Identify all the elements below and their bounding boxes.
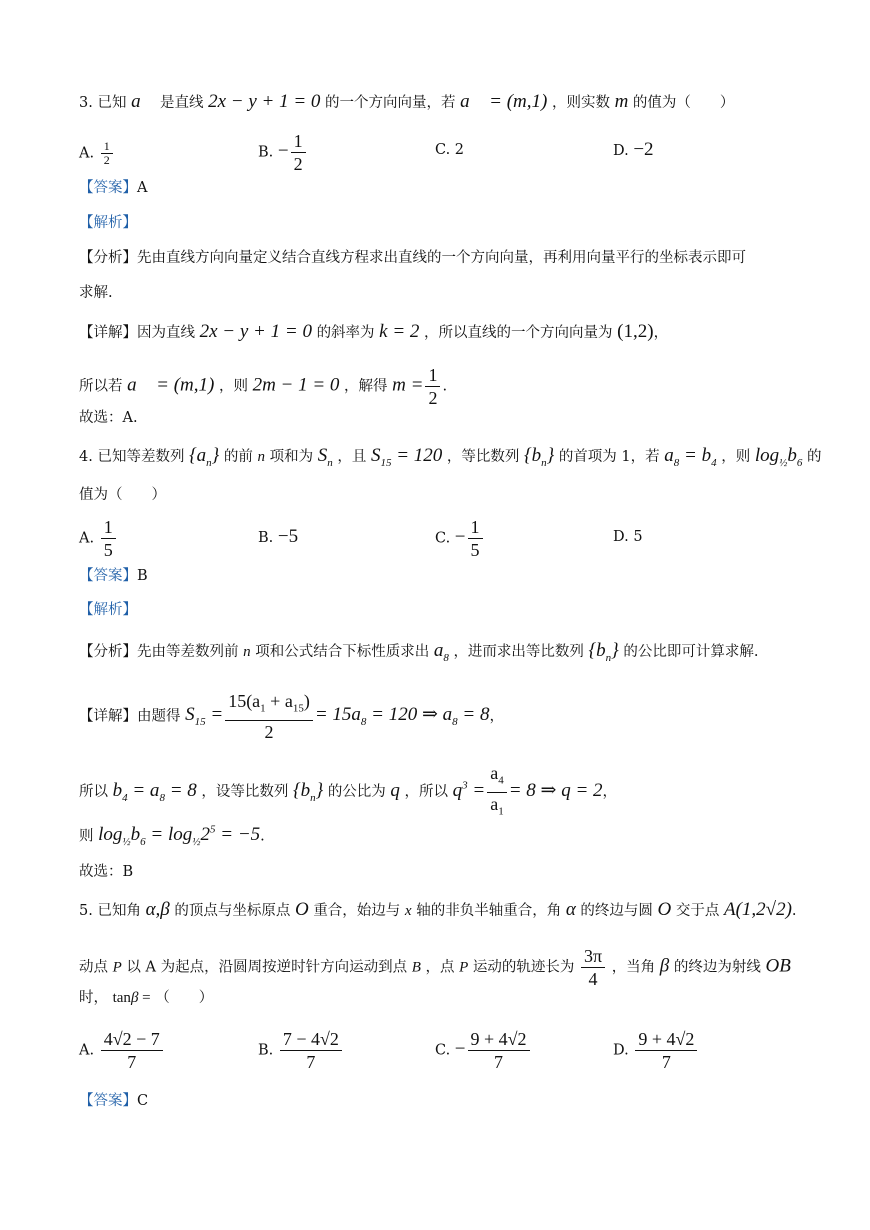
q4-option-d[interactable]: D. 5: [613, 529, 643, 545]
q4-answer: 【答案】B: [79, 568, 148, 584]
q3-stem: 3. 已知 a⃗ 是直线 2x − y + 1 = 0 的一个方向向量，若 a⃗ = (m,1) ，则实数 m 的值为（ ）: [79, 91, 735, 112]
q3-choose: 故选：A.: [79, 410, 138, 426]
q3-option-c[interactable]: C. 2: [435, 142, 465, 158]
q5-stem: 5. 已知角 α,β 的顶点与坐标原点 O 重合，始边与 x 轴的非负半轴重合，角 α 的终边与圆 O 交于点 A(1,2√2).: [79, 899, 797, 920]
q3-fenxi: 【分析】先由直线方向向量定义结合直线方程求出直线的一个方向向量，再利用向量平行的坐标表示即可: [79, 250, 746, 266]
q4-option-a[interactable]: A. $\frac{1}{5}$: [79, 516, 118, 561]
q4-xiangjie-1: 【详解】由题得 $S_{15}$ = $\frac{15(a_1 + a_{15})}{2}$ = $15a_8 = 120$ ⇒ $a_8 = 8$，: [79, 691, 504, 742]
vector-a: a⃗: [131, 91, 156, 112]
q3-option-a[interactable]: A. $\frac{1}{2}$: [79, 140, 115, 167]
q3-answer: 【答案】A: [79, 180, 148, 196]
q3-xiangjie-2: 所以若 a⃗ = (m,1) ，则 2m − 1 = 0 ，解得 m = $\frac{1}{2}$ .: [79, 365, 448, 408]
q5-option-b[interactable]: B. $\frac{7 - 4√2}{7}$: [258, 1028, 344, 1073]
q5-stem-line2: 动点 P 以 A 为起点，沿圆周按逆时针方向运动到点 B ，点 P 运动的轨迹长为 $\frac{3\pi}{4}$ ，当角 β 的终边为射线 OB: [79, 946, 791, 989]
q5-option-d[interactable]: D. $\frac{9 + 4√2}{7}$: [613, 1028, 699, 1073]
vector-value: a⃗ = (m,1): [460, 91, 548, 112]
q3-fenxi-line2: 求解.: [79, 285, 113, 301]
q5-option-c[interactable]: C. − $\frac{9 + 4√2}{7}$: [435, 1028, 532, 1073]
q5-option-a[interactable]: A. $\frac{4√2 - 7}{7}$: [79, 1028, 165, 1073]
q3-option-b[interactable]: B. − $\frac{1}{2}$: [258, 130, 308, 175]
var-m: m: [614, 91, 629, 112]
q4-option-b[interactable]: B. −5: [258, 526, 299, 547]
q4-analysis: 【解析】: [79, 602, 137, 618]
q3-analysis: 【解析】: [79, 215, 137, 231]
q3-xiangjie-1: 【详解】因为直线 2x − y + 1 = 0 的斜率为 k = 2 ，所以直线的一个方向向量为 (1,2)，: [79, 321, 669, 342]
q5-answer: 【答案】C: [79, 1093, 149, 1109]
q4-fenxi: 【分析】先由等差数列前 n 项和公式结合下标性质求出 $a_8$ ，进而求出等比数列 $\{b_n\}$ 的公比即可计算求解.: [79, 640, 759, 664]
q4-xiangjie-3: 则 $\log_{\frac{1}{2}}b_6 = \log_{\frac{1}{2}}2^5 = -5$.: [79, 824, 265, 849]
q4-option-c[interactable]: C. − $\frac{1}{5}$: [435, 516, 485, 561]
q4-xiangjie-2: 所以 $b_4 = a_8 = 8$ ，设等比数列 $\{b_n\}$ 的公比为 q ，所以 $q^3$ = $\frac{a_4}{a_1}$ = 8 ⇒ q = 2，: [79, 763, 618, 818]
q3-option-d[interactable]: D. −2: [613, 139, 654, 160]
q4-choose: 故选：B: [79, 864, 134, 880]
q4-stem: 4. 已知等差数列 $\{a_n\}$ 的前 n 项和为 $S_n$ ，且 $S_{15} = 120$ ，等比数列 $\{b_n\}$ 的首项为 1，若 $a_8 = b_4$ ，则 $\log_{\frac{1}{2}}b_6$ 的: [79, 445, 822, 469]
q5-stem-line3: 时， tanβ = （ ）: [79, 990, 214, 1006]
line-equation: 2x − y + 1 = 0: [208, 91, 321, 112]
q4-stem-line2: 值为（ ）: [79, 487, 166, 503]
